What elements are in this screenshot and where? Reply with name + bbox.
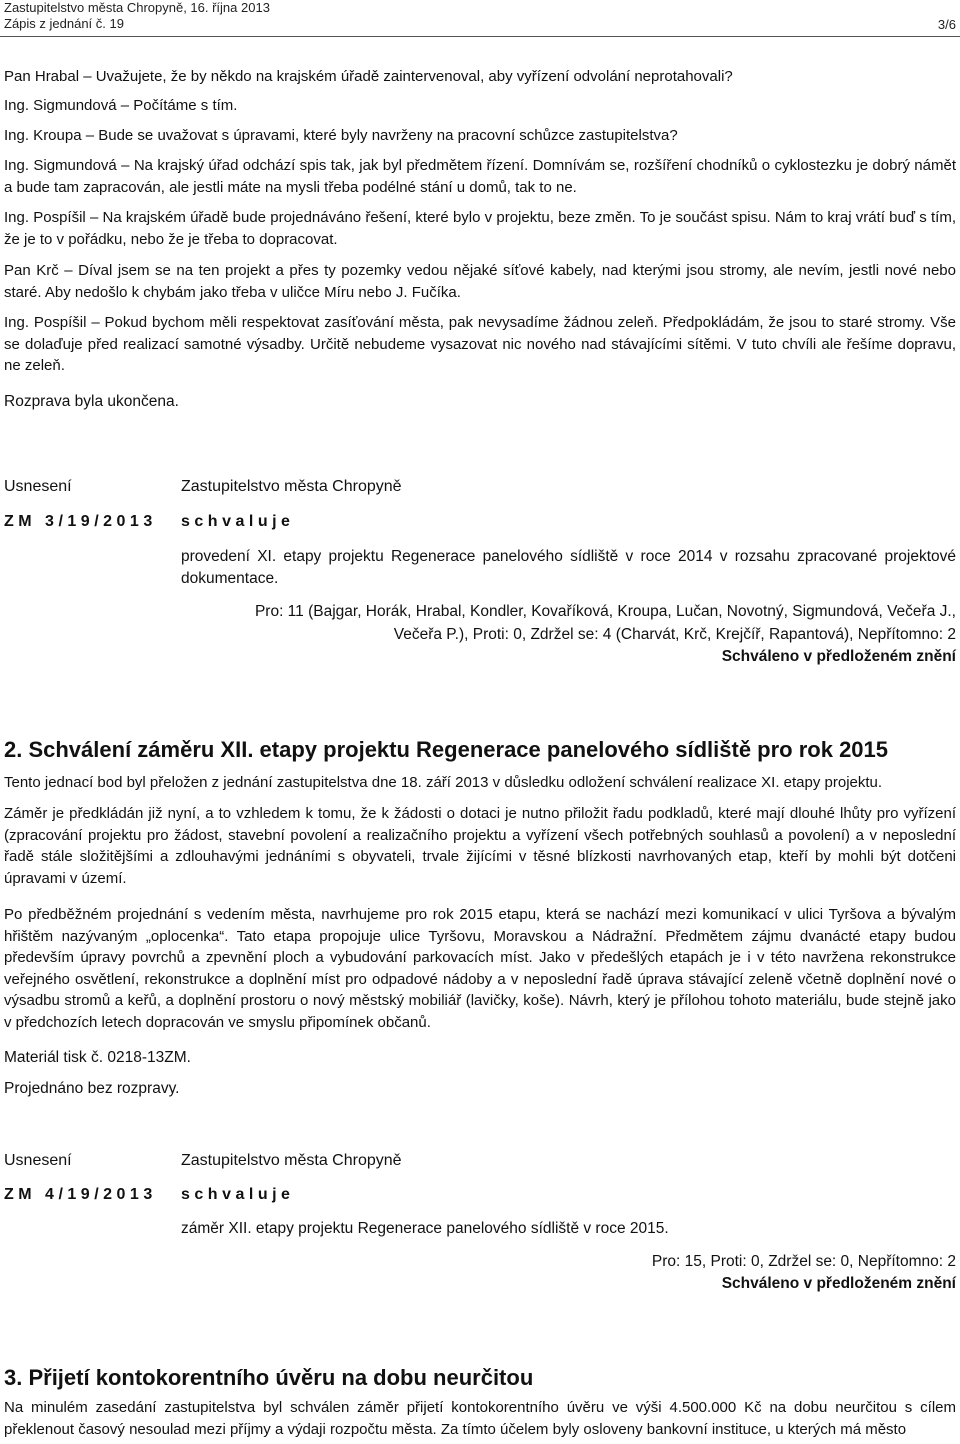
header-council-date: Zastupitelstvo města Chropyně, 16. října 2013 [4, 0, 270, 15]
page-number: 3/6 [937, 17, 956, 32]
vote-line-1: Pro: 11 (Bajgar, Horák, Hrabal, Kondler, Kovaříková, Kroupa, Lučan, Novotný, Sigmundová, Večeřa J., [254, 603, 956, 620]
discussion-paragraph: Ing. Pospíšil – Pokud bychom měli respektovat zasíťování města, pak nevysadíme žádnou zeleň. Předpokládám, že jsou to staré stromy. Vše se dolaďuje před realizací samotné výsadby. Určitě nebudeme vysazovat nic nového nad stávajícími sítěmi. V tuto chvíli ale řešíme dopravu, ne zeleň. [4, 314, 956, 374]
discussion-status: Projednáno bez rozpravy. [4, 1080, 180, 1097]
resolution-body: Zastupitelstvo města Chropyně [181, 1152, 402, 1169]
section-heading: 3. Přijetí kontokorentního úvěru na dobu neurčitou [4, 1365, 534, 1390]
section-paragraph: Záměr je předkládán již nyní, a to vzhledem k tomu, že k žádosti o dotaci je nutno přiložit řadu podkladů, které mají dlouhé lhůty pro vyřízení (zpracování projektu pro žádost, stavební povolení a realizačního projektu a vyřízení všech potřebných souhlasů a povolení) a v neposlední řadě stále složitějšími a zdlouhavými jednáními s obyvateli, trvale žijícími v těsné blízkosti navrhovaných etap, kteří by mohli být dotčeni úpravami v území. [4, 805, 956, 887]
resolution-label: Usnesení [4, 1152, 72, 1169]
section-paragraph: Po předběžném projednání s vedením města, navrhujeme pro rok 2015 etapu, která se nachází mezi komunikací v ulici Tyršova a bývalým hřištěm nazývaným „oplocenka“. Tato etapa propojuje ulice Tyršovu, Moravskou a Nádražní. Předmětem zájmu dvanácté etapy budou především úpravy povrchů a zpevnění ploch a vybudování parkovacích míst. Jako v předešlých etapách je i v této navržena rekonstrukce veřejného osvětlení, rekonstrukce a doplnění míst pro odpadové nádoby a v neposlední řadě úprava stávající zeleně včetně doplnění nové o výsadbu stromů a keřů, a doplnění prostoru o nový městský mobiliář (lavičky, koše). Návrh, který je přílohou tohoto materiálu, bude stejně jako v předchozích letech dopracován ve smyslu připomínek občanů. [4, 906, 956, 1031]
approval-status: Schváleno v předloženém znění [721, 648, 956, 665]
resolution-verb: schvaluje [181, 513, 295, 530]
header-minutes-number: Zápis z jednání č. 19 [4, 16, 124, 31]
discussion-paragraph: Pan Krč – Díval jsem se na ten projekt a přes ty pozemky vedou nějaké síťové kabely, nad kterými jsou stromy, ale nevím, jestli nové nebo staré. Aby nedošlo k chybám jako třeba v uličce Míru nebo J. Fučíka. [4, 262, 956, 301]
running-header [4, 0, 270, 32]
discussion-closing: Rozprava byla ukončena. [4, 393, 179, 410]
discussion-paragraph: Pan Hrabal – Uvažujete, že by někdo na krajském úřadě zaintervenoval, aby vyřízení odvolání neprotahovali? [4, 68, 733, 85]
header-divider [0, 36, 960, 37]
section-paragraph: Tento jednací bod byl přeložen z jednání zastupitelstva dne 18. září 2013 v důsledku odložení schválení realizace XI. etapy projektu. [4, 774, 883, 791]
approval-status: Schváleno v předloženém znění [721, 1275, 956, 1292]
discussion-paragraph: Ing. Sigmundová – Počítáme s tím. [4, 97, 238, 114]
resolution-body: Zastupitelstvo města Chropyně [181, 478, 402, 495]
vote-line: Pro: 15, Proti: 0, Zdržel se: 0, Nepřítomno: 2 [651, 1253, 956, 1270]
section-paragraph: Na minulém zasedání zastupitelstva byl schválen záměr přijetí kontokorentního úvěru ve výši 4.500.000 Kč na dobu neurčitou s cílem překlenout časový nesoulad mezi příjmy a výdaji rozpočtu města. Za tímto účelem byly osloveny bankovní instituce, u kterých má město [4, 1399, 956, 1438]
discussion-paragraph: Ing. Pospíšil – Na krajském úřadě bude projednáváno řešení, které bylo v projektu, beze změn. To je součást spisu. Nám to kraj vrátí buď s tím, že je to v pořádku, nebo že je třeba to dopracovat. [4, 209, 956, 248]
vote-line-2: Večeřa P.), Proti: 0, Zdržel se: 4 (Charvát, Krč, Krejčíř, Rapantová), Nepřítomno: 2 [393, 626, 956, 643]
resolution-code: ZM 4/19/2013 [4, 1186, 157, 1203]
resolution-label: Usnesení [4, 478, 72, 495]
resolution-text: provedení XI. etapy projektu Regenerace panelového sídliště v roce 2014 v rozsahu zpracované projektové dokumentace. [181, 548, 956, 587]
resolution-code: ZM 3/19/2013 [4, 513, 157, 530]
resolution-text: záměr XII. etapy projektu Regenerace panelového sídliště v roce 2015. [181, 1220, 669, 1237]
section-heading: 2. Schválení záměru XII. etapy projektu Regenerace panelového sídliště pro rok 2015 [4, 737, 889, 762]
discussion-paragraph: Ing. Sigmundová – Na krajský úřad odchází spis tak, jak byl předmětem řízení. Domnívám se, rozšíření chodníků o cyklostezku je dobrý námět a bude tam zapracován, ale jestli máte na mysli třeba podélné stání u domů, tak to ne. [4, 157, 956, 196]
resolution-verb: schvaluje [181, 1186, 295, 1203]
material-reference: Materiál tisk č. 0218-13ZM. [4, 1049, 191, 1066]
discussion-paragraph: Ing. Kroupa – Bude se uvažovat s úpravami, které byly navrženy na pracovní schůzce zastupitelstva? [4, 127, 678, 144]
